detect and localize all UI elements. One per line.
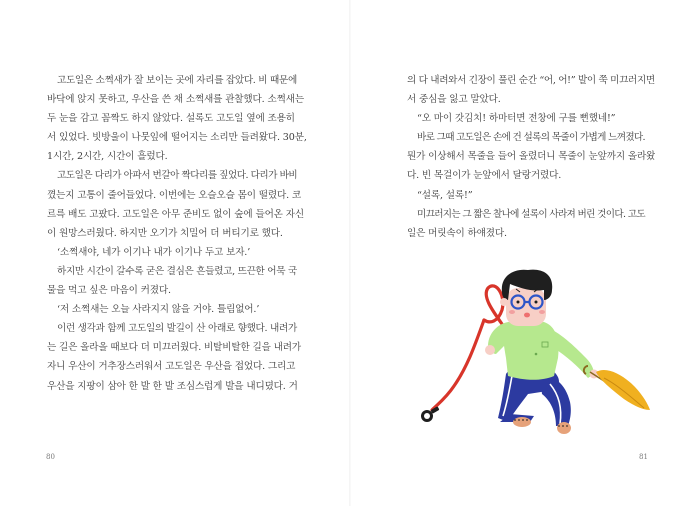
left-page-text-line: 하지만 시간이 갈수록 굳은 결심은 흔들렸고, 뜨끈한 어묵 국: [57, 265, 297, 277]
left-page-text-line: 우산을 지팡이 삼아 한 발 한 발 조심스럽게 발을 내디뎠다. 거: [47, 380, 298, 392]
left-page-text: [47, 71, 307, 396]
right-page-text: [407, 71, 655, 243]
right-page-text-line: 서 중심을 잃고 말았다.: [407, 94, 501, 106]
left-page-text-line: 두 눈을 감고 꼼짝도 하지 않았다. 설록도 고도일 옆에 조용히: [47, 113, 295, 125]
left-page-text-line: 르륵 배도 고팠다. 고도일은 아무 준비도 없이 숲에 들어온 자신: [47, 208, 304, 220]
left-page-text-line: 고도일은 소쩍새가 잘 보이는 곳에 자리를 잡았다. 비 때문에: [57, 75, 297, 86]
page-number-left: 80: [46, 453, 55, 461]
right-page-text-line: “오 마이 갓김치! 하마터면 전창에 구를 뻔했네!”: [417, 113, 616, 125]
right-page-text-line: 의 다 내려와서 긴장이 풀린 순간 “어, 어!” 발이 쭉 미끄러지면: [407, 75, 655, 86]
boy-shirt: [488, 321, 594, 380]
left-page-text-line: 바닥에 앉지 못하고, 우산을 쓴 채 소쩍새를 관찰했다. 소쩍새는: [47, 94, 304, 106]
left-page-text-line: ‘소쩍새야, 네가 이기나 내가 이기나 두고 보자.’: [57, 246, 251, 258]
empty-collar: [421, 406, 439, 422]
left-page-text-line: ‘저 소쩍새는 오늘 사라지지 않을 거야. 틀림없어.’: [57, 304, 260, 316]
right-page-text-line: 다. 빈 목걸이가 눈앞에서 달랑거렸다.: [407, 170, 562, 182]
boy-illustration: [410, 262, 660, 442]
left-page-text-line: 고도일은 다리가 아파서 번갈아 짝다리를 짚었다. 다리가 바비: [57, 170, 298, 182]
right-page-text-line: “설록, 설록!”: [417, 189, 473, 201]
right-page-text-line: 일은 머릿속이 하얘졌다.: [407, 227, 507, 239]
left-page-text-line: 서 있었다. 빗방울이 나뭇잎에 떨어지는 소리만 들려왔다. 30분,: [47, 132, 307, 144]
page-number-right: 81: [639, 453, 648, 461]
left-page-text-line: 이런 생각과 함께 고도일의 발길이 산 아래로 향했다. 내려가: [57, 323, 297, 335]
right-page-text-line: 바로 그때 고도일은 손에 건 설록의 목줄이 가볍게 느껴졌다.: [417, 132, 645, 144]
boy-head: [500, 270, 552, 326]
left-page-text-line: 꼈는지 고통이 줄어들었다. 이번에는 오슬오슬 몸이 떨렸다. 코: [47, 189, 302, 201]
left-page-text-line: 이 원망스러웠다. 하지만 오기가 치밀어 더 버티기로 했다.: [47, 227, 283, 239]
right-page-text-line: 뭔가 이상해서 목줄을 들어 올렸더니 목줄이 눈앞까지 올라왔: [407, 151, 655, 163]
left-page-text-line: 는 길은 올라올 때보다 더 미끄러웠다. 비탈비탈한 길을 내려가: [47, 342, 302, 354]
left-page-text-line: 자니 우산이 거추장스러워서 고도일은 우산을 접었다. 그리고: [47, 361, 296, 373]
left-page-text-line: 1시간, 2시간, 시간이 흘렀다.: [47, 151, 168, 163]
right-page-text-line: 미끄러지는 그 짧은 찰나에 설록이 사라져 버린 것이다. 고도: [417, 208, 645, 220]
left-page-text-line: 물을 먹고 싶은 마음이 커졌다.: [47, 285, 171, 297]
